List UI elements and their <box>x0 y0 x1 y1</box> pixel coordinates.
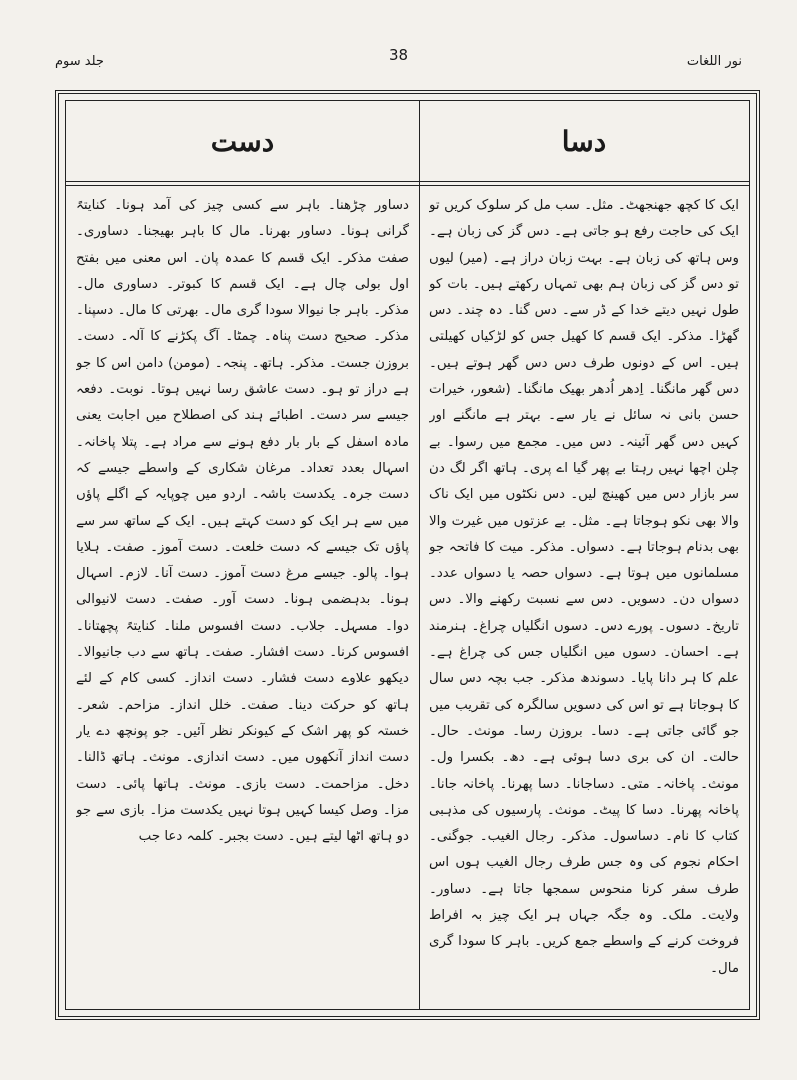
book-title: نور اللغات <box>686 54 742 69</box>
running-head <box>55 44 742 74</box>
page-frame <box>55 90 760 1020</box>
header-rule-double <box>66 185 749 186</box>
right-column-text <box>429 193 739 1003</box>
page-frame-inner <box>65 100 750 1010</box>
left-column-headword: دست <box>210 124 275 158</box>
volume-label: جلد سوم <box>55 54 104 69</box>
right-column-paragraph: ایک کا کچھ جھنجھٹ۔ مثل۔ سب مل کر سلوک کریں تو ایک کی حاجت رفع ہو جاتی ہے۔ دس گز کی زبان ہے۔ وس ہاتھ کی زبان ہے۔ بہت زبان دراز ہے۔ (میر) لیوں تو دس گز کی زبان ہم بھی تمہاں رکھتے ہیں۔ بات کو طول نہیں دیتے خدا کے ڈر سے۔ دس گنا۔ دہ چند۔ دس گھڑا۔ مذکر۔ ایک قسم کا کھیل جس کو لڑکیاں کھیلتی ہیں۔ اس کے دونوں طرف دس دس گھر ہوتے ہیں۔ دس گھر مانگنا۔ اِدھر اُدھر بھیک مانگنا۔ (شعور، خیرات حسن بانی نہ سائل نے یار سے۔ بہتر ہے مانگنے اور کہیں دس گھر آئینہ۔ دس میں۔ مجمع میں رسوا۔ بے چلن اچھا نہیں رہتا بے پھر گیا اے پری۔ ہاتھ اگر لگ دن سر بازار دس میں کھینچ لیں۔ دس نکٹوں میں ایک ناک والا بھی نکو ہوجاتا ہے۔ مثل۔ بے عزتوں میں غیرت والا بھی بدنام ہوجاتا ہے۔ دسواں۔ مذکر۔ میت کا فاتحہ جو مسلمانوں میں ہوتا ہے۔ دسواں حصہ یا دسواں عدد۔ دسواں دن۔ دسویں۔ دس سے نسبت رکھنے والا۔ دس تاریخ۔ دسوں۔ پورے دس۔ دسوں انگلیاں چراغ۔ ہنرمند ہے۔ احسان۔ دسوں میں انگلیاں جس کی چراغ ہے۔ علم کا ہر دانا پایا۔ دسوندھ مذکر۔ جب بچہ دس سال کا ہوجاتا ہے تو اس کی دسویں سالگرہ کی تقریب میں جو گائی جاتی ہے۔ دسا۔ بروزن رسا۔ مونث۔ حال۔ حالت۔ ان کی بری دسا ہوئی ہے۔ دھ۔ بکسرا ول۔ مونث۔ پاخانہ۔ متی۔ دساجانا۔ دسا پھرنا۔ پاخانہ جانا۔ پاخانہ پھرنا۔ دسا کا پیٹ۔ مونث۔ پارسیوں کی مذہبی کتاب کا نام۔ دساسول۔ مذکر۔ رجال الغیب۔ جوگنی۔ احکام نجوم کی وہ جس طرف رجال الغیب ہوں اس طرف سفر کرنا منحوس سمجھا جاتا ہے۔ دساور۔ ولایت۔ ملک۔ وہ جگہ جہاں ہر ایک چیز بہ افراط فروخت کرنے کے واسطے جمع کریں۔ باہر کا سودا گری مال۔ <box>429 198 739 976</box>
column-divider <box>419 101 420 1009</box>
header-rule <box>66 181 749 182</box>
right-column-headword: دسا <box>561 124 607 158</box>
page-number: 38 <box>388 46 409 64</box>
left-column-paragraph: دساور چڑھنا۔ باہر سے کسی چیز کی آمد ہونا۔ کنایتہً گرانی ہونا۔ دساور بھرنا۔ مال کا باہر بھیجنا۔ دساوری۔ صفت مذکر۔ ایک قسم کا عمدہ پان۔ اس معنی میں بفتح اول بولی چال ہے۔ ایک قسم کا کبوتر۔ دساوری مال۔ مذکر۔ باہر جا نیوالا سودا گری مال۔ بھرتی کا مال۔ دسپنا۔ مذکر۔ صحیح دست پناہ۔ چمٹا۔ آگ پکڑنے کا آلہ۔ دست۔ بروزن جست۔ مذکر۔ ہاتھ۔ پنجہ۔ (مومن) دامن اس کا جو ہے دراز تو ہو۔ دست عاشق رسا نہیں ہوتا۔ نوبت۔ دفعہ جیسے سر دست۔ اطبائے ہند کی اصطلاح میں اجابت یعنی مادہ اسفل کے بار بار دفع ہونے سے مراد ہے۔ پتلا پاخانہ۔ اسہال بعدد تعداد۔ مرغان شکاری کے واسطے جیسے کہ دست جرہ۔ یکدست باشہ۔ اردو میں چوپایہ کے اگلے پاؤں میں سے ہر ایک کو دست کہتے ہیں۔ ایک کے ساتھ سر سے پاؤں تک جیسے کہ دست خلعت۔ دست آموز۔ صفت۔ ہلایا ہوا۔ پالو۔ جیسے مرغ دست آموز۔ دست آنا۔ لازم۔ اسہال ہونا۔ بدہضمی ہونا۔ دست آور۔ صفت۔ دست لانیوالی دوا۔ مسہل۔ جلاب۔ دست افسوس ملنا۔ کنایتہً پچھتانا۔ افسوس کرنا۔ دست افشار۔ صفت۔ ہاتھ سے دب جانیوالا۔ دیکھو علاوے دست فشار۔ دست انداز۔ کسی کام کے لئے ہاتھ کو حرکت دینا۔ صفت۔ خلل انداز۔ مزاحم۔ شعر۔ خستہ کو پھر اشک کے کیونکر نظر آئیں۔ جو پونچھ دے یار دست انداز آنکھوں میں۔ دست اندازی۔ مونث۔ ہاتھ ڈالنا۔ دخل۔ مزاحمت۔ دست بازی۔ مونث۔ ہاتھا پائی۔ دست مزا۔ وصل کیسا کہیں ہوتا نہیں یکدست مزا۔ بازی سے جو دو ہاتھ اٹھا لیتے ہیں۔ دست بجبر۔ کلمہ دعا جب <box>76 198 409 845</box>
left-column-text <box>76 193 409 1003</box>
